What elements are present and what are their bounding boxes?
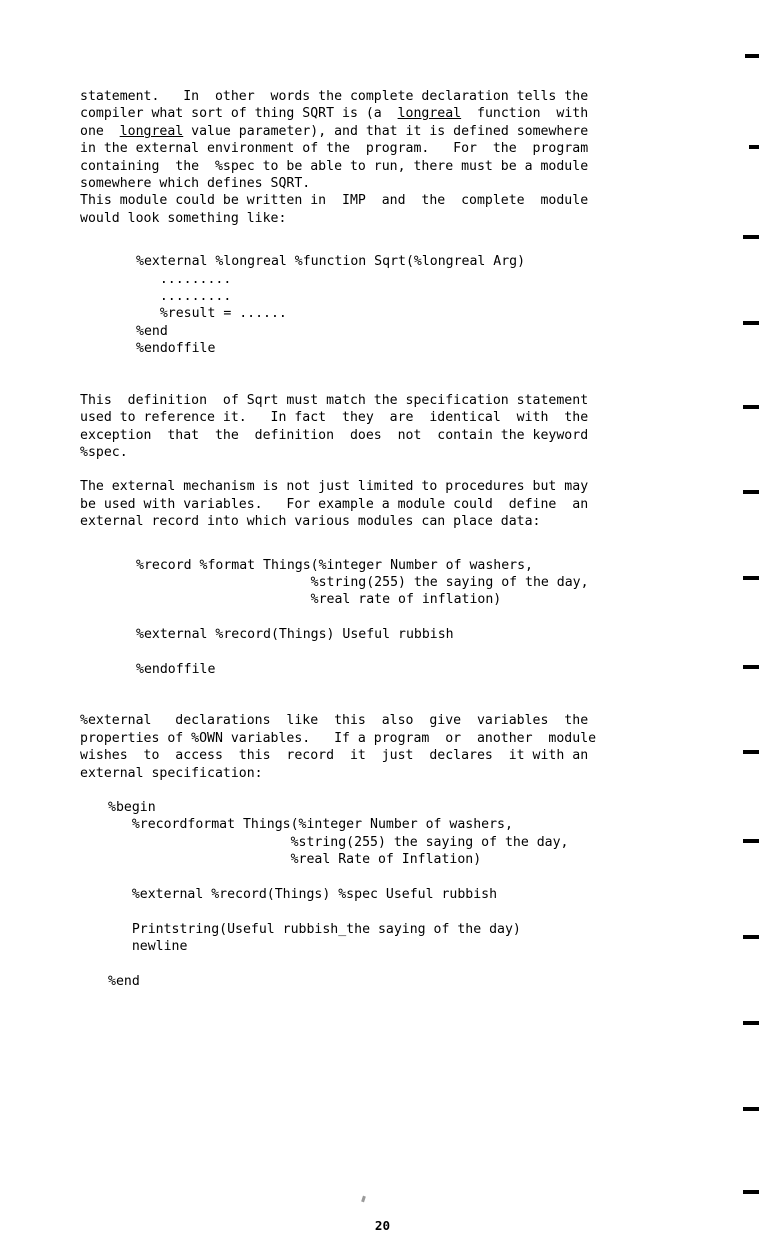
edge-mark [743,1107,759,1111]
edge-mark [743,1021,759,1025]
paragraph-external-mechanism: The external mechanism is not just limited to procedures but may be used with variables. For example a module could define an external record into which various modules can place data: [80,479,589,530]
paragraph-definition-match: This definition of Sqrt must match the specification statement used to reference it. In fact they are identical with the exception that the definition does not contain the keyword %spec. [80,392,589,460]
emphasis-longreal: longreal [397,106,462,122]
code-block-sqrt: %external %longreal %function Sqrt(%longreal Arg) ......... ......... %result = ...... %end %endoffile [136,254,526,357]
edge-mark [743,405,759,409]
code-block-things-record: %record %format Things(%integer Number of washers, %string(255) the saying of the day, %real rate of inflation) %external %record(Things) Useful rubbish %endoffile [136,557,589,677]
edge-mark [743,665,759,669]
edge-mark [743,321,759,325]
edge-mark [743,576,759,580]
edge-mark [743,750,759,754]
paragraph-statement: statement. In other words the complete declaration tells the compiler what sort of thing SQRT is (a longreal function with one longreal value parameter), and that it is defined somewhere in the external environment of the program. For the program containing the %spec to be able to run, there must be a module somewhere which defines SQRT. This module could be written in IMP and the complete module would look something like: [80,89,589,226]
edge-mark [743,935,759,939]
page-content [80,88,710,990]
spacer [80,531,710,557]
edge-mark [749,145,759,149]
spacer [80,782,710,799]
spacer [80,461,710,478]
page-number: 20 [374,1218,391,1233]
edge-mark [743,235,759,239]
spacer [80,678,710,712]
scan-edge-marks [725,0,765,1244]
spacer [80,358,710,392]
edge-mark [743,1190,759,1194]
edge-mark [743,490,759,494]
code-block-begin-program: %begin %recordformat Things(%integer Number of washers, %string(255) the saying of the day, %real Rate of Inflation) %external %record(Things) %spec Useful rubbish Printstring(Useful rubbish_the saying of the day) newline %end [108,800,569,990]
edge-mark [745,54,759,58]
scan-speck [361,1196,366,1203]
spacer [80,227,710,253]
paragraph-own-variables: %external declarations like this also give variables the properties of %OWN variables. If a program or another module wishes to access this record it just declares it with an external specification: [80,713,597,781]
edge-mark [743,839,759,843]
emphasis-longreal: longreal [119,123,184,139]
